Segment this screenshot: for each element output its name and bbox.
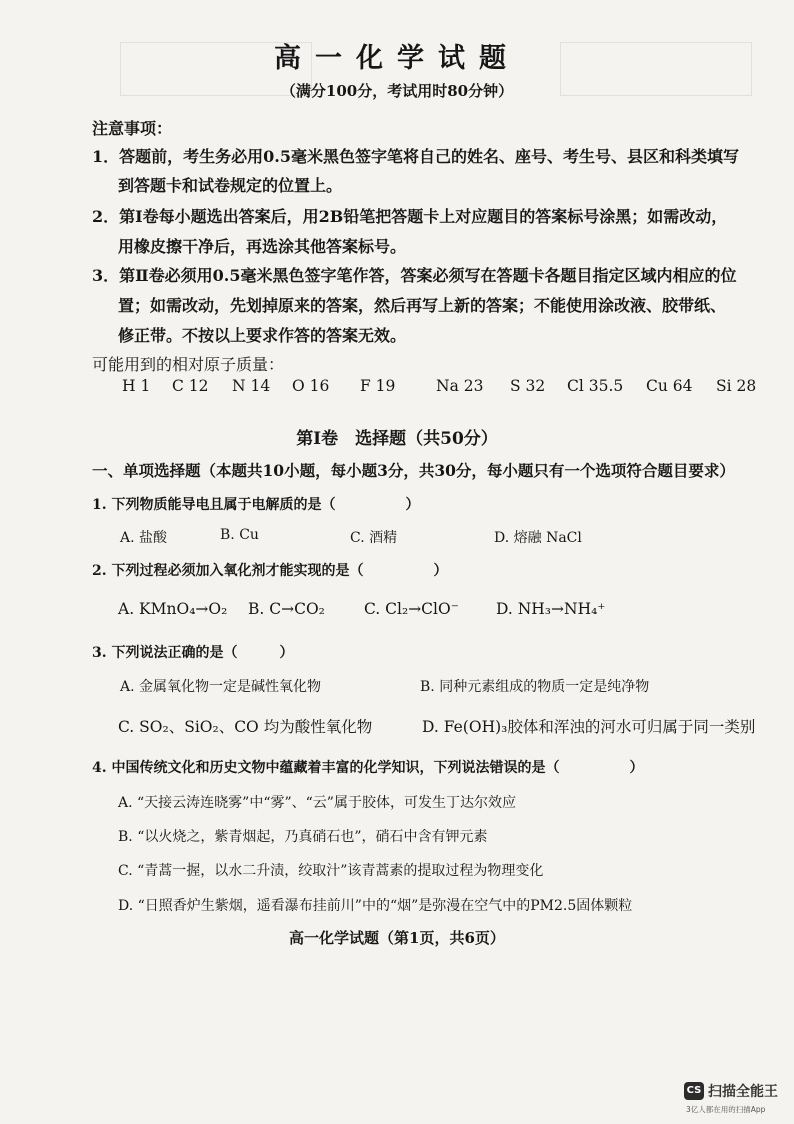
- atomic-mass-heading: 可能用到的相对原子质量：: [92, 355, 285, 374]
- q2-stem: 2. 下列过程必须加入氧化剂才能实现的是（ ）: [92, 563, 448, 579]
- atomic-mass-cu: Cu 64: [646, 377, 693, 395]
- notice-item-2-line-1: 2．第Ⅰ卷每小题选出答案后，用2B铅笔把答题卡上对应题目的答案标号涂黑；如需改动，: [92, 207, 728, 226]
- atomic-mass-na: Na 23: [436, 377, 484, 395]
- q3-stem: 3. 下列说法正确的是（ ）: [92, 645, 294, 661]
- q3-option-a: A. 金属氧化物一定是碱性氧化物: [120, 679, 322, 695]
- exam-title: 高一化学试题: [274, 43, 520, 74]
- notice-item-3-line-3: 修正带。不按以上要求作答的答案无效。: [118, 326, 407, 345]
- notice-item-3-line-1: 3．第Ⅱ卷必须用0.5毫米黑色签字笔作答，答案必须写在答题卡各题目指定区域内相应的位: [92, 266, 737, 285]
- camscanner-logo-icon: CS: [684, 1082, 704, 1100]
- atomic-mass-c: C 12: [172, 377, 209, 395]
- notice-item-3-line-2: 置；如需改动，先划掉原来的答案，然后再写上新的答案；不能使用涂改液、胶带纸、: [118, 296, 727, 315]
- notice-item-2-line-2: 用橡皮擦干净后，再选涂其他答案标号。: [118, 237, 407, 256]
- q1-option-d: D. 熔融 NaCl: [494, 530, 582, 546]
- q1-option-b: B. Cu: [220, 527, 259, 543]
- atomic-mass-s: S 32: [510, 377, 546, 395]
- q3-option-c: C. SO₂、SiO₂、CO 均为酸性氧化物: [118, 718, 373, 736]
- page-footer: 高一化学试题（第1页，共6页）: [289, 929, 505, 947]
- atomic-mass-cl: Cl 35.5: [567, 377, 624, 395]
- notice-item-1-line-1: 1．答题前，考生务必用0.5毫米黑色签字笔将自己的姓名、座号、考生号、县区和科类填写: [92, 147, 739, 166]
- q1-option-c: C. 酒精: [350, 530, 398, 546]
- part-1-heading: 一、单项选择题（本题共10小题，每小题3分，共30分，每小题只有一个选项符合题目要求）: [92, 461, 735, 480]
- q2-option-c: C. Cl₂→ClO⁻: [364, 600, 459, 618]
- atomic-mass-h: H 1: [122, 377, 151, 395]
- atomic-mass-f: F 19: [360, 377, 396, 395]
- q4-stem: 4. 中国传统文化和历史文物中蕴藏着丰富的化学知识，下列说法错误的是（ ）: [92, 760, 644, 776]
- camscanner-app-name: 扫描全能王: [708, 1084, 778, 1100]
- q4-option-b: B. “以火烧之，紫青烟起，乃真硝石也”，硝石中含有钾元素: [118, 829, 488, 845]
- camscanner-tagline: 3亿人都在用的扫描App: [686, 1105, 766, 1114]
- q2-option-a: A. KMnO₄→O₂: [118, 600, 228, 618]
- exam-subtitle: （满分100分，考试用时80分钟）: [280, 82, 514, 100]
- q3-option-d: D. Fe(OH)₃胶体和浑浊的河水可归属于同一类别: [422, 718, 756, 736]
- notice-heading: 注意事项：: [92, 119, 173, 138]
- q4-option-c: C. “青蒿一握，以水二升渍，绞取汁”该青蒿素的提取过程为物理变化: [118, 863, 544, 879]
- q4-option-a: A. “天接云涛连晓雾”中“雾”、“云”属于胶体，可发生丁达尔效应: [118, 795, 516, 811]
- atomic-mass-si: Si 28: [716, 377, 757, 395]
- q2-option-b: B. C→CO₂: [248, 600, 325, 618]
- atomic-mass-o: O 16: [292, 377, 330, 395]
- q2-option-d: D. NH₃→NH₄⁺: [496, 600, 606, 618]
- q3-option-b: B. 同种元素组成的物质一定是纯净物: [420, 679, 650, 695]
- q1-stem: 1. 下列物质能导电且属于电解质的是（ ）: [92, 497, 420, 513]
- notice-item-1-line-2: 到答题卡和试卷规定的位置上。: [118, 176, 343, 195]
- q4-option-d: D. “日照香炉生紫烟，遥看瀑布挂前川”中的“烟”是弥漫在空气中的PM2.5固体颗粒: [118, 898, 633, 914]
- atomic-mass-n: N 14: [232, 377, 271, 395]
- section-1-heading: 第Ⅰ卷 选择题（共50分）: [296, 429, 498, 449]
- q1-option-a: A. 盐酸: [120, 530, 168, 546]
